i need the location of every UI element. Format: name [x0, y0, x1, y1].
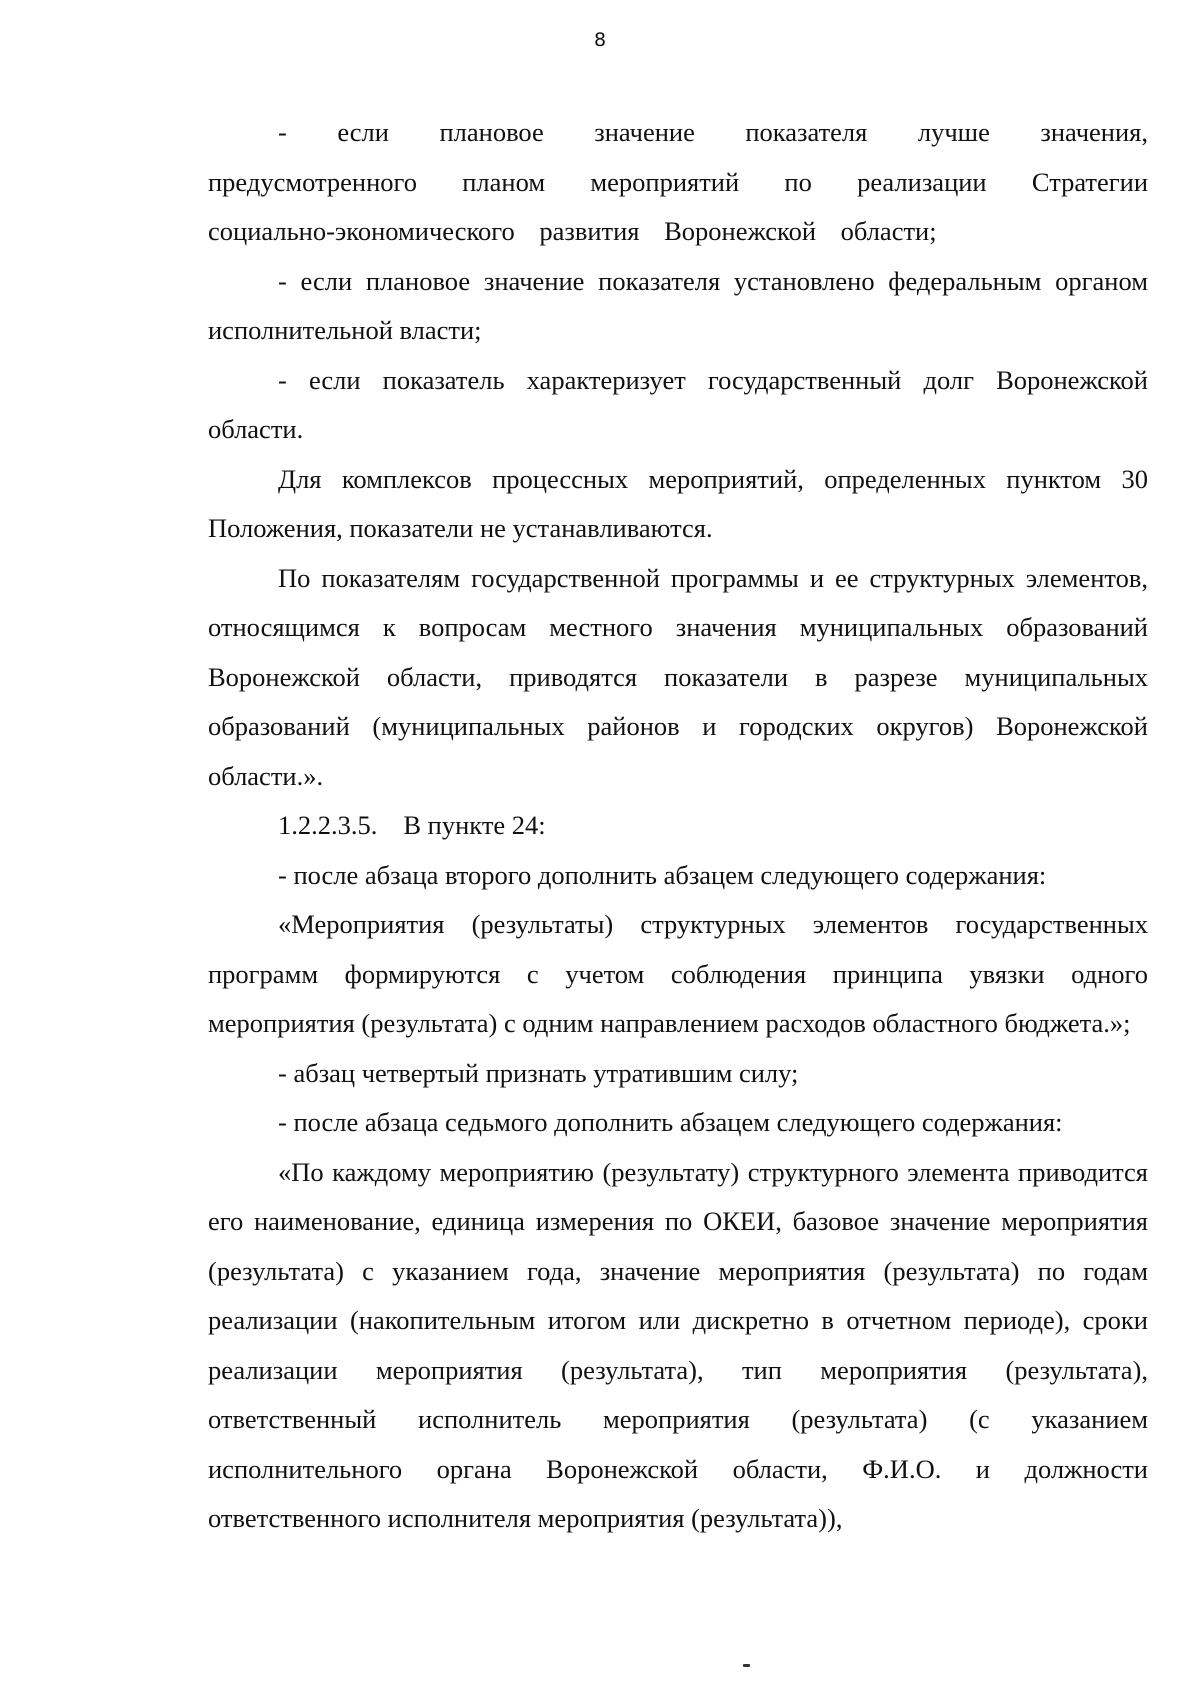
- paragraph-amendment-3: - после абзаца седьмого дополнить абзацем следующего содержания:: [278, 1107, 1063, 1137]
- page-number: 8: [593, 29, 607, 51]
- paragraph-indicator-condition-1: - если плановое значение показателя лучше значения, предусмотренного планом мероприятий по реализации Стратегии социально-экономического развития Воронежской области;: [208, 117, 1148, 246]
- paragraph-quoted-measure-details: «По каждому мероприятию (результату) структурного элемента приводится его наименование, единица измерения по ОКЕИ, базовое значение мероприятия (результата) с указанием года, значение мероприятия (результата) по годам реализации (накопительным итогом или дискретно в отчетном периоде), сроки реализации мероприятия (результата), тип мероприятия (результата), ответственный исполнитель мероприятия (результата) (с указанием исполнительного органа Воронежской области, Ф.И.О. и должности ответственного исполнителя мероприятия (результата)),: [208, 1156, 1148, 1533]
- paragraph-indicator-condition-3: - если показатель характеризует государственный долг Воронежской области.: [208, 364, 1148, 444]
- section-number: 1.2.2.3.5.: [278, 810, 378, 840]
- paragraph-amendment-2: - абзац четвертый признать утратившим силу;: [278, 1057, 799, 1088]
- paragraph-quoted-measures: «Мероприятия (результаты) структурных элементов государственных программ формируются с учетом соблюдения принципа увязки одного мероприятия (результата) с одним направлением расходов областного бюджета.»;: [208, 909, 1148, 1038]
- section-title: В пункте 24:: [403, 810, 546, 840]
- paragraph-indicator-condition-2: - если плановое значение показателя установлено федеральным органом исполнительной власти;: [208, 265, 1148, 345]
- document-body: [208, 108, 1148, 1544]
- paragraph-section-heading: [208, 801, 1148, 851]
- paragraph-amendment-1: - после абзаца второго дополнить абзацем следующего содержания:: [278, 859, 1047, 890]
- scan-artifact-mark: [743, 1664, 750, 1667]
- paragraph-process-measures: Для комплексов процессных мероприятий, определенных пунктом 30 Положения, показатели не устанавливаются.: [208, 463, 1148, 543]
- paragraph-municipal-indicators: По показателям государственной программы и ее структурных элементов, относящимся к вопросам местного значения муниципальных образований Воронежской области, приводятся показатели в разрезе муниципальных образований (муниципальных районов и городских округов) Воронежской области.».: [208, 562, 1148, 791]
